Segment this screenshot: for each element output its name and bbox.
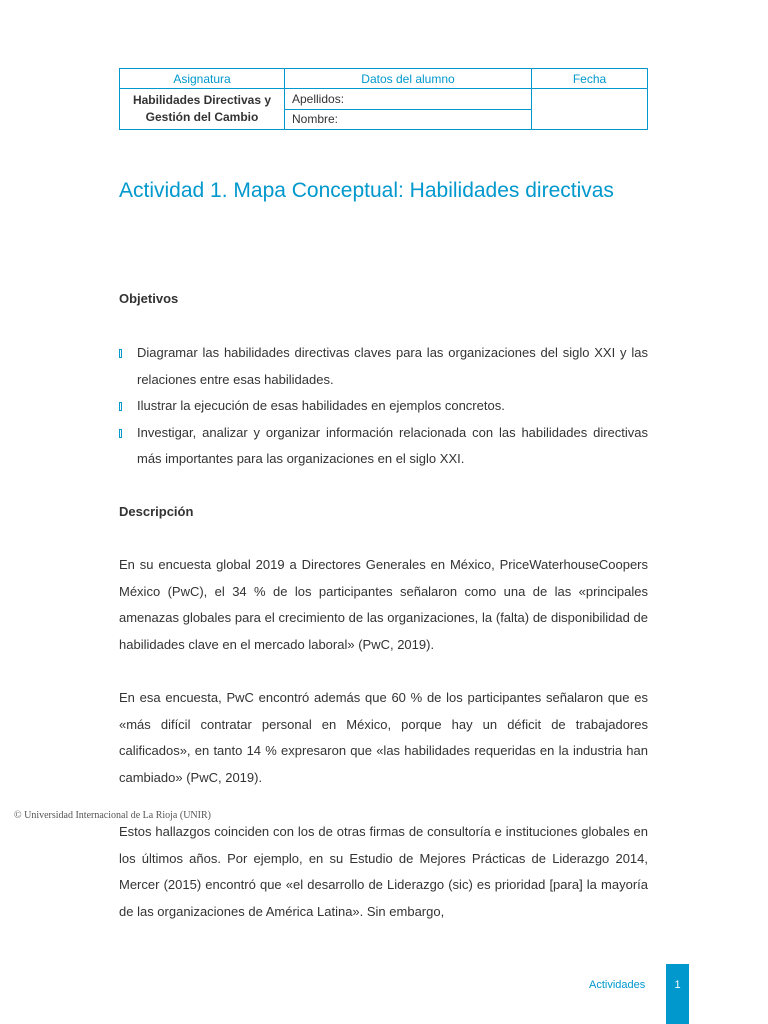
header-col-student: Datos del alumno — [285, 69, 532, 89]
subject-name: Habilidades Directivas y Gestión del Cambio — [120, 89, 285, 130]
footer-section-label: Actividades — [589, 979, 646, 991]
list-item — [119, 420, 648, 473]
page-number: 1 — [674, 979, 681, 991]
bullet-icon — [119, 402, 122, 411]
name-field: Nombre: — [285, 109, 532, 130]
objective-text: Investigar, analizar y organizar información relacionada con las habilidades directivas más importantes para las organizaciones en el siglo XXI. — [137, 424, 648, 466]
description-paragraph-3: Estos hallazgos coinciden con los de otras firmas de consultoría e instituciones globales en los últimos años. Por ejemplo, en su Estudio de Mejores Prácticas de Liderazgo 2014, Mercer (2015) encontró que «el desarrollo de Liderazgo (sic) es prioridad [para] la mayoría de las organizaciones de América Latina». Sin embargo, — [119, 824, 648, 919]
page-title: Actividad 1. Mapa Conceptual: Habilidades directivas — [119, 179, 614, 202]
page-number-tab — [666, 964, 689, 1024]
bullet-icon — [119, 349, 122, 358]
header-table — [119, 68, 648, 130]
header-col-subject: Asignatura — [120, 69, 285, 89]
surname-field: Apellidos: — [285, 89, 532, 110]
objectives-heading: Objetivos — [119, 291, 179, 306]
description-paragraph-1: En su encuesta global 2019 a Directores Generales en México, PriceWaterhouseCoopers México (PwC), el 34 % de los participantes señalaron como una de las «principales amenazas globales para el crecimiento de las organizaciones, la (falta) de disponibilidad de habilidades clave en el mercado laboral» (PwC, 2019). — [119, 557, 648, 652]
objectives-list — [119, 340, 648, 473]
objective-text: Diagramar las habilidades directivas claves para las organizaciones del siglo XXI y las relaciones entre esas habilidades. — [137, 345, 648, 387]
description-heading: Descripción — [119, 504, 194, 519]
date-field — [532, 89, 648, 130]
bullet-icon — [119, 429, 122, 438]
description-paragraph-2: En esa encuesta, PwC encontró además que 60 % de los participantes señalaron que es «más difícil contratar personal en México, porque hay un déficit de trabajadores calificados», en tanto 14 % expresaron que «las habilidades requeridas en la industria han cambiado» (PwC, 2019). — [119, 690, 648, 785]
list-item — [119, 340, 648, 393]
objective-text: Ilustrar la ejecución de esas habilidades en ejemplos concretos. — [137, 398, 505, 413]
list-item — [119, 393, 648, 420]
header-col-date: Fecha — [532, 69, 648, 89]
copyright-notice: © Universidad Internacional de La Rioja (UNIR) — [14, 810, 211, 821]
